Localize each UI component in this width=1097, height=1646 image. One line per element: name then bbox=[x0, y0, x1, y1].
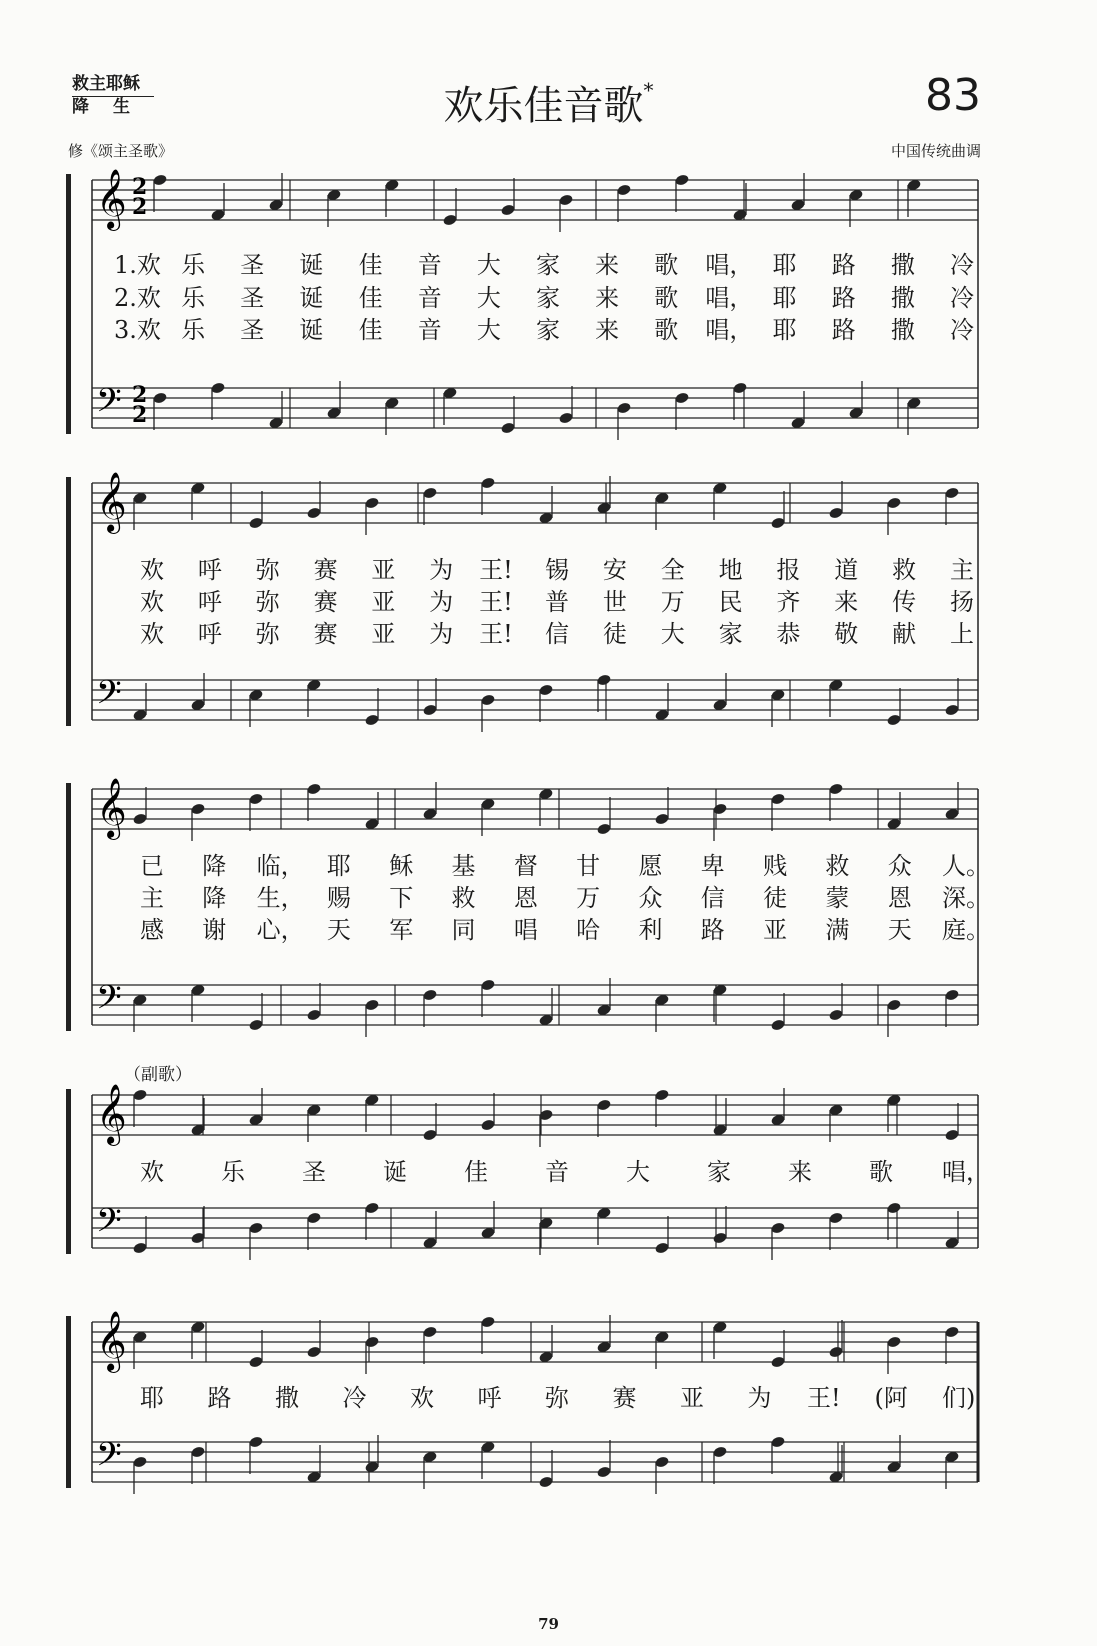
lyric-syllable: 来 bbox=[595, 251, 620, 279]
lyric-syllable: 耶 bbox=[772, 251, 797, 279]
time-signature: 2 bbox=[132, 382, 148, 408]
lyric-syllable: 大 bbox=[660, 620, 685, 648]
lyric-syllable: 扬 bbox=[950, 588, 974, 616]
lyric-syllable: 弥 bbox=[255, 620, 280, 648]
lyric-syllable: 冷 bbox=[342, 1384, 367, 1412]
lyric-syllable: 蒙 bbox=[825, 884, 850, 912]
title-footnote-mark: * bbox=[643, 78, 654, 102]
lyric-syllable: 呼 bbox=[197, 620, 222, 648]
lyric-syllable: 全 bbox=[660, 556, 685, 584]
lyric-syllable: 稣 bbox=[389, 852, 414, 880]
lyric-syllable: 徒 bbox=[602, 620, 627, 648]
lyric-syllable: 赛 bbox=[612, 1384, 637, 1412]
treble-clef-icon: 𝄞 bbox=[96, 1311, 127, 1371]
lyric-syllable: 徒 bbox=[763, 884, 788, 912]
lyric-syllable: 传 bbox=[892, 588, 917, 616]
lyric-syllable: 欢 bbox=[140, 1158, 164, 1186]
lyric-syllable: 哈 bbox=[576, 916, 601, 944]
system-bracket bbox=[66, 477, 71, 726]
system-bracket bbox=[66, 783, 71, 1031]
lyric-syllable: 同 bbox=[451, 916, 476, 944]
lyric-syllable: 利 bbox=[638, 916, 663, 944]
lyric-syllable: 生， bbox=[256, 884, 305, 912]
time-signature: 2 bbox=[132, 402, 148, 428]
category-line-2: 降生 bbox=[72, 97, 154, 117]
lyric-syllable: 众 bbox=[887, 852, 912, 880]
lyric-syllable: 诞 bbox=[383, 1158, 407, 1186]
treble-clef-icon: 𝄞 bbox=[96, 169, 127, 229]
lyric-syllable: 世 bbox=[602, 588, 627, 616]
lyric-syllable: 为 bbox=[429, 620, 454, 648]
lyric-syllable: 王! bbox=[479, 620, 513, 648]
lyric-syllable: 佳 bbox=[358, 316, 383, 344]
bass-clef-icon: 𝄢 bbox=[96, 979, 122, 1025]
lyric-syllable: 3.欢 bbox=[114, 316, 161, 344]
lyric-syllable: 地 bbox=[718, 556, 743, 584]
lyric-syllable: 卑 bbox=[700, 852, 725, 880]
lyric-syllable: 下 bbox=[389, 884, 414, 912]
lyric-syllable: 大 bbox=[476, 284, 501, 312]
lyric-syllable: 音 bbox=[417, 251, 442, 279]
lyric-syllable: 已 bbox=[140, 852, 164, 880]
lyric-syllable: 救 bbox=[825, 852, 850, 880]
lyric-syllable: 路 bbox=[831, 284, 856, 312]
lyric-syllable: 诞 bbox=[299, 251, 324, 279]
lyric-syllable: 深。 bbox=[942, 884, 990, 912]
treble-clef-icon: 𝄞 bbox=[96, 1084, 127, 1144]
lyric-syllable: 歌 bbox=[654, 316, 679, 344]
lyric-syllable: 降 bbox=[202, 884, 227, 912]
lyric-syllable: 为 bbox=[429, 588, 454, 616]
hymn-number: 83 bbox=[925, 70, 981, 121]
lyric-syllable: 2.欢 bbox=[114, 284, 161, 312]
lyric-syllable: 佳 bbox=[464, 1158, 488, 1186]
lyric-syllable: 民 bbox=[718, 588, 743, 616]
lyric-syllable: 家 bbox=[718, 620, 743, 648]
lyric-syllable: 满 bbox=[825, 916, 850, 944]
lyric-syllable: 家 bbox=[536, 284, 560, 312]
lyric-syllable: 信 bbox=[700, 884, 725, 912]
lyric-syllable: 冷 bbox=[950, 316, 974, 344]
lyric-syllable: 为 bbox=[429, 556, 454, 584]
lyric-syllable: 欢 bbox=[410, 1384, 434, 1412]
lyric-syllable: 撒 bbox=[890, 251, 915, 279]
system-bracket bbox=[66, 1316, 71, 1488]
lyric-syllable: 弥 bbox=[255, 556, 280, 584]
lyric-syllable: 音 bbox=[417, 316, 442, 344]
lyric-syllable: 救 bbox=[451, 884, 476, 912]
lyric-syllable: 歌 bbox=[654, 284, 679, 312]
lyric-syllable: 诞 bbox=[299, 284, 324, 312]
tune-source: 中国传统曲调 bbox=[890, 142, 981, 160]
lyric-syllable: 安 bbox=[602, 556, 627, 584]
lyric-syllable: 1.欢 bbox=[114, 251, 161, 279]
lyric-syllable: 亚 bbox=[680, 1384, 704, 1412]
lyric-syllable: 乐 bbox=[221, 1158, 245, 1186]
lyric-syllable: 救 bbox=[892, 556, 917, 584]
lyric-syllable: 乐 bbox=[181, 316, 206, 344]
lyric-syllable: 们) bbox=[942, 1384, 976, 1412]
lyric-syllable: 圣 bbox=[240, 316, 265, 344]
lyric-syllable: 佳 bbox=[358, 284, 383, 312]
lyric-syllable: 愿 bbox=[638, 852, 663, 880]
lyric-syllable: 耶 bbox=[140, 1384, 164, 1412]
lyric-syllable: 主 bbox=[140, 884, 164, 912]
lyric-syllable: 赛 bbox=[313, 588, 338, 616]
lyric-syllable: 王! bbox=[807, 1384, 841, 1412]
system-bracket bbox=[66, 1089, 71, 1254]
lyric-syllable: 感 bbox=[140, 916, 164, 944]
lyric-syllable: 来 bbox=[788, 1158, 812, 1186]
lyric-syllable: 敬 bbox=[834, 620, 859, 648]
lyric-syllable: 心， bbox=[256, 916, 305, 944]
lyric-syllable: 圣 bbox=[302, 1158, 326, 1186]
lyric-syllable: 来 bbox=[834, 588, 859, 616]
lyric-syllable: 基 bbox=[451, 852, 476, 880]
lyric-syllable: 谢 bbox=[202, 916, 227, 944]
lyric-syllable: 贱 bbox=[763, 852, 788, 880]
lyric-syllable: 佳 bbox=[358, 251, 383, 279]
lyric-syllable: 呼 bbox=[197, 588, 222, 616]
lyric-syllable: 唱 bbox=[513, 916, 538, 944]
lyric-syllable: 大 bbox=[476, 316, 501, 344]
lyric-syllable: 家 bbox=[707, 1158, 731, 1186]
lyric-syllable: 乐 bbox=[181, 251, 206, 279]
lyric-syllable: 路 bbox=[700, 916, 725, 944]
lyric-syllable: 圣 bbox=[240, 251, 265, 279]
lyric-syllable: 乐 bbox=[181, 284, 206, 312]
lyric-syllable: 来 bbox=[595, 316, 620, 344]
lyric-syllable: 歌 bbox=[869, 1158, 893, 1186]
lyric-syllable: 报 bbox=[776, 556, 801, 584]
lyric-syllable: 冷 bbox=[950, 251, 974, 279]
lyric-syllable: 督 bbox=[513, 852, 538, 880]
lyric-syllable: 来 bbox=[595, 284, 620, 312]
lyric-syllable: 亚 bbox=[763, 916, 788, 944]
lyric-syllable: 亚 bbox=[371, 556, 396, 584]
system-bracket bbox=[66, 174, 71, 434]
lyric-syllable: 王! bbox=[479, 556, 513, 584]
lyric-syllable: 为 bbox=[747, 1384, 772, 1412]
lyric-syllable: 唱， bbox=[705, 251, 754, 279]
lyric-syllable: 临， bbox=[256, 852, 305, 880]
lyric-syllable: 王! bbox=[479, 588, 513, 616]
lyric-syllable: 欢 bbox=[140, 556, 164, 584]
lyric-syllable: 军 bbox=[389, 916, 414, 944]
lyric-syllable: 道 bbox=[834, 556, 859, 584]
lyric-syllable: 路 bbox=[831, 251, 856, 279]
text-source: 修《颂主圣歌》 bbox=[68, 142, 174, 160]
lyric-syllable: 庭。 bbox=[942, 916, 990, 944]
lyric-syllable: 齐 bbox=[776, 588, 801, 616]
lyric-syllable: 欢 bbox=[140, 588, 164, 616]
bass-clef-icon: 𝄢 bbox=[96, 674, 122, 720]
lyric-syllable: 甘 bbox=[576, 852, 601, 880]
lyric-syllable: 欢 bbox=[140, 620, 164, 648]
page-number: 79 bbox=[538, 1615, 559, 1633]
lyric-syllable: 万 bbox=[660, 588, 685, 616]
lyric-syllable: 天 bbox=[887, 916, 912, 944]
lyric-syllable: 人。 bbox=[942, 852, 990, 880]
lyric-syllable: 唱， bbox=[705, 316, 754, 344]
lyric-syllable: 赛 bbox=[313, 620, 338, 648]
hymn-title-text: 欢乐佳音歌 bbox=[443, 83, 644, 129]
treble-clef-icon: 𝄞 bbox=[96, 778, 127, 838]
lyric-syllable: 撒 bbox=[890, 284, 915, 312]
lyric-syllable: 大 bbox=[476, 251, 501, 279]
lyric-syllable: 路 bbox=[831, 316, 856, 344]
lyric-syllable: 唱， bbox=[705, 284, 754, 312]
lyric-syllable: 撒 bbox=[275, 1384, 299, 1412]
time-signature: 2 bbox=[132, 174, 148, 200]
lyric-syllable: 撒 bbox=[890, 316, 915, 344]
lyric-syllable: 亚 bbox=[371, 620, 396, 648]
lyric-syllable: 冷 bbox=[950, 284, 974, 312]
lyric-syllable: 耶 bbox=[326, 852, 351, 880]
lyric-syllable: 弥 bbox=[545, 1384, 569, 1412]
lyric-syllable: 赐 bbox=[326, 884, 351, 912]
lyric-syllable: 圣 bbox=[240, 284, 265, 312]
lyric-syllable: 唱， bbox=[942, 1158, 990, 1186]
lyric-syllable: 耶 bbox=[772, 284, 797, 312]
lyric-syllable: 大 bbox=[626, 1158, 650, 1186]
lyric-syllable: 赛 bbox=[313, 556, 338, 584]
lyric-syllable: 音 bbox=[417, 284, 442, 312]
lyric-syllable: 弥 bbox=[255, 588, 280, 616]
lyric-syllable: 献 bbox=[892, 620, 917, 648]
lyric-syllable: 万 bbox=[576, 884, 601, 912]
lyric-syllable: 众 bbox=[638, 884, 663, 912]
bass-clef-icon: 𝄢 bbox=[96, 1202, 122, 1248]
lyric-syllable: 路 bbox=[207, 1384, 232, 1412]
lyric-syllable: 主 bbox=[950, 556, 974, 584]
bass-clef-icon: 𝄢 bbox=[96, 382, 122, 428]
lyric-syllable: 诞 bbox=[299, 316, 324, 344]
lyric-syllable: 上 bbox=[950, 620, 974, 648]
treble-clef-icon: 𝄞 bbox=[96, 472, 127, 532]
lyric-syllable: 信 bbox=[545, 620, 569, 648]
lyric-syllable: 家 bbox=[536, 316, 560, 344]
lyric-syllable: 音 bbox=[545, 1158, 569, 1186]
lyric-syllable: 普 bbox=[545, 588, 569, 616]
lyric-syllable: 天 bbox=[326, 916, 351, 944]
lyric-syllable: 恩 bbox=[513, 884, 538, 912]
lyric-syllable: (阿 bbox=[874, 1384, 908, 1412]
time-signature: 2 bbox=[132, 194, 148, 220]
category-line-1: 救主耶稣 bbox=[72, 74, 154, 97]
lyric-syllable: 亚 bbox=[371, 588, 396, 616]
lyric-syllable: 呼 bbox=[477, 1384, 502, 1412]
lyric-syllable: 恩 bbox=[887, 884, 912, 912]
refrain-label: （副歌） bbox=[124, 1065, 192, 1085]
lyric-syllable: 锡 bbox=[545, 556, 569, 584]
lyric-syllable: 家 bbox=[536, 251, 560, 279]
lyric-syllable: 歌 bbox=[654, 251, 679, 279]
lyric-syllable: 恭 bbox=[776, 620, 801, 648]
bass-clef-icon: 𝄢 bbox=[96, 1436, 122, 1482]
lyric-syllable: 耶 bbox=[772, 316, 797, 344]
lyric-syllable: 降 bbox=[202, 852, 227, 880]
lyric-syllable: 呼 bbox=[197, 556, 222, 584]
